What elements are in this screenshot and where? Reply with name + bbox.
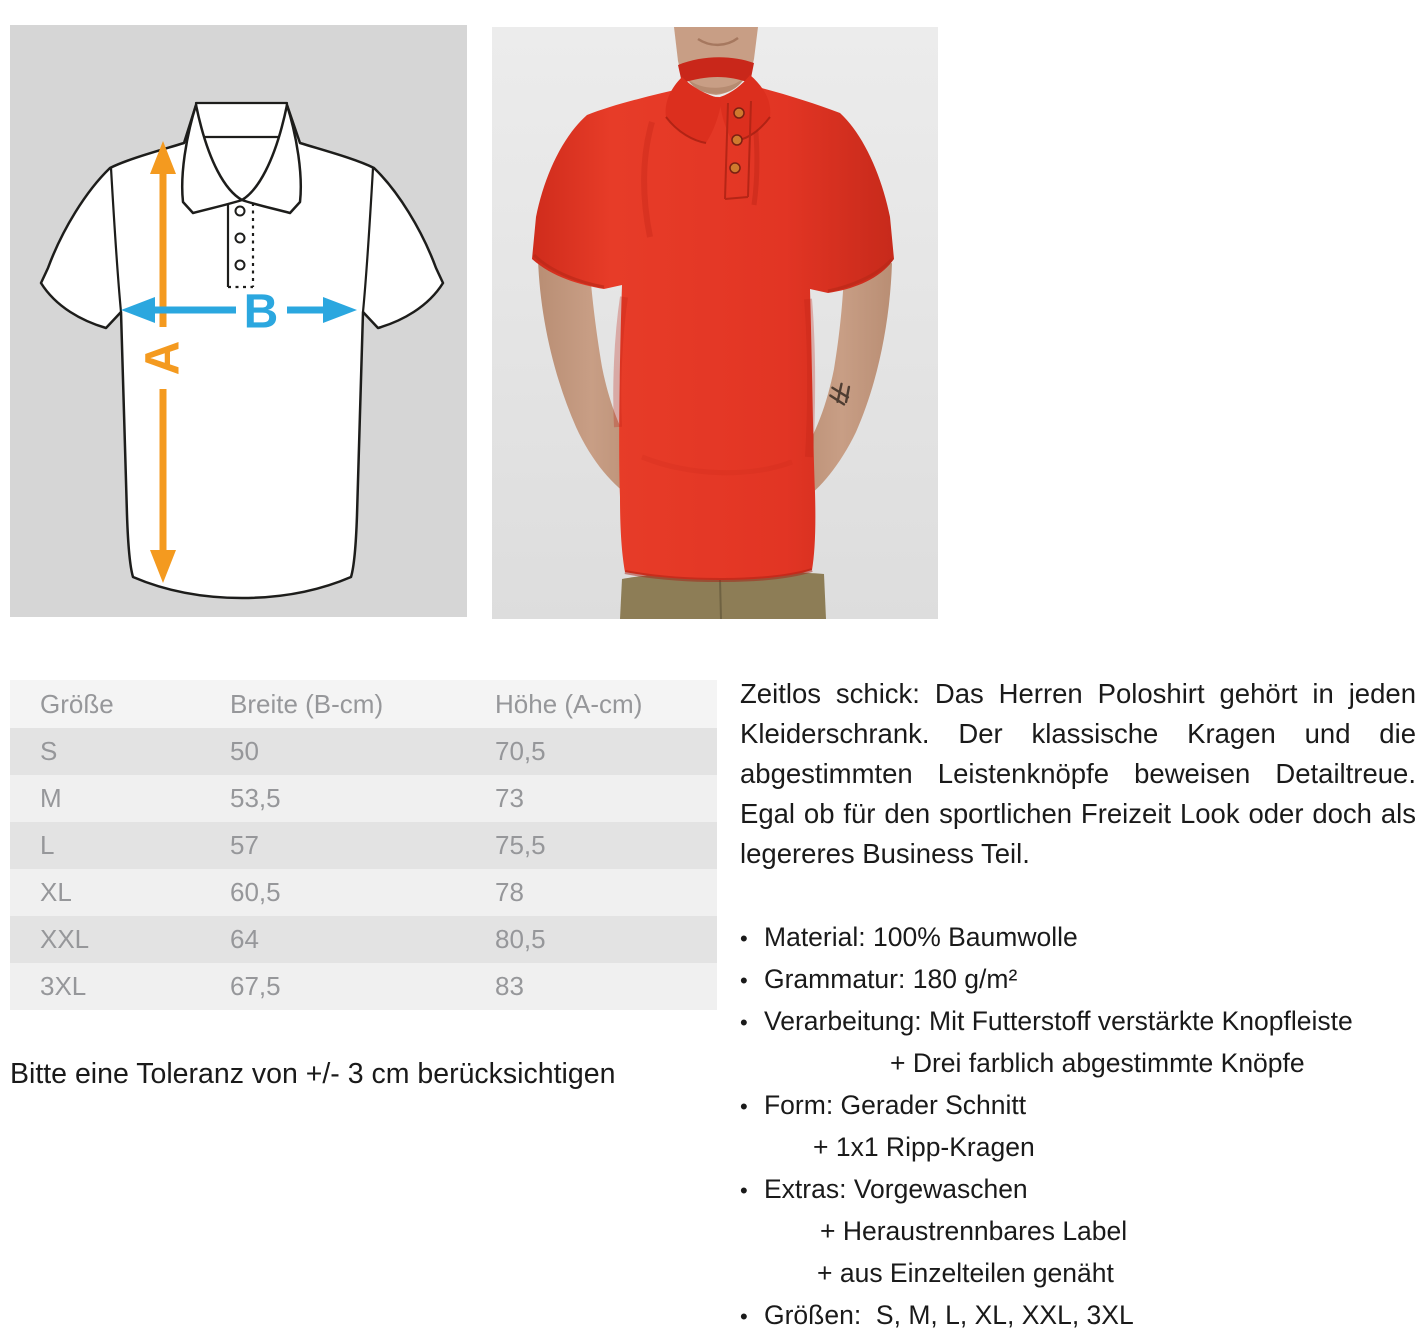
size-table [10,680,717,1010]
cell-height: 70,5 [495,736,546,766]
button-2 [236,234,245,243]
size-diagram [10,25,467,617]
feature-text: + Drei farblich abgestimmte Knöpfe [890,1048,1305,1078]
feature-item [740,1300,1423,1336]
table-row [10,869,717,916]
table-row [10,775,717,822]
bullet-icon: • [740,1094,748,1119]
cell-width: 53,5 [230,783,281,813]
cell-size: L [40,830,55,860]
size-table-header [10,680,717,728]
label-a: A [136,340,190,376]
cell-size: XL [40,877,72,907]
cell-width: 67,5 [230,971,281,1001]
col-header-size: Größe [40,688,114,719]
feature-text: Form: Gerader Schnitt [764,1090,1027,1120]
trouser-fly [720,579,721,619]
cell-size: M [40,783,62,813]
feature-item [740,1174,1423,1216]
feature-text: Verarbeitung: Mit Futterstoff verstärkte Knopfleiste [764,1006,1353,1036]
col-header-width: Breite (B-cm) [230,688,384,719]
collar-back [196,103,287,137]
cell-size: XXL [40,924,90,954]
feature-text: Extras: Vorgewaschen [764,1174,1028,1204]
shirt-shade-side-r [808,299,811,457]
cell-size: 3XL [40,971,87,1001]
cell-height: 73 [495,783,524,813]
feature-item [740,1006,1423,1048]
feature-text: Grammatur: 180 g/m² [764,964,1018,994]
label-b: B [243,285,279,339]
bullet-icon: • [740,968,748,993]
feature-text: Material: 100% Baumwolle [764,922,1078,952]
tolerance-note: Bitte eine Toleranz von +/- 3 cm berücksichtigen [10,1058,616,1090]
feature-item-continuation [740,1258,1423,1300]
cell-height: 75,5 [495,830,546,860]
cell-width: 64 [230,924,259,954]
bullet-icon: • [740,1010,748,1035]
cell-width: 50 [230,736,259,766]
cell-height: 83 [495,971,524,1001]
product-photo-svg [492,27,938,619]
feature-item-continuation [740,1216,1423,1258]
cell-size: S [40,736,58,766]
polo-button-3 [730,163,740,173]
table-row [10,822,717,869]
bullet-icon: • [740,1178,748,1203]
bullet-icon: • [740,1304,748,1329]
cell-width: 60,5 [230,877,281,907]
cell-width: 57 [230,830,259,860]
feature-item [740,1090,1423,1132]
feature-text: + Heraustrennbares Label [820,1216,1128,1246]
feature-item [740,922,1423,964]
col-header-height: Höhe (A-cm) [495,688,643,719]
feature-list [740,922,1423,1336]
table-row [10,728,717,775]
size-diagram-svg [10,25,467,617]
cell-height: 80,5 [495,924,546,954]
feature-text: Größen: S, M, L, XL, XXL, 3XL [764,1300,1134,1330]
feature-text: + aus Einzelteilen genäht [817,1258,1114,1288]
feature-item-continuation [740,1048,1423,1090]
feature-text: + 1x1 Ripp-Kragen [813,1132,1035,1162]
table-row [10,916,717,963]
feature-item-continuation [740,1132,1423,1174]
button-1 [236,207,245,216]
product-photo [492,27,938,619]
cell-height: 78 [495,877,524,907]
table-row [10,963,717,1010]
button-3 [236,261,245,270]
bullet-icon: • [740,926,748,951]
product-description: Zeitlos schick: Das Herren Poloshirt gehört in jeden Kleiderschrank. Der klassische Kragen und die abgestimmten Leistenknöpfe beweisen Detailtreue. Egal ob für den sportlichen Freizeit Look oder doch als legereres Business Teil. [740,678,1416,869]
polo-button-2 [732,135,742,145]
shirt-outline [41,105,443,598]
feature-item [740,964,1423,1006]
polo-button-1 [734,108,744,118]
